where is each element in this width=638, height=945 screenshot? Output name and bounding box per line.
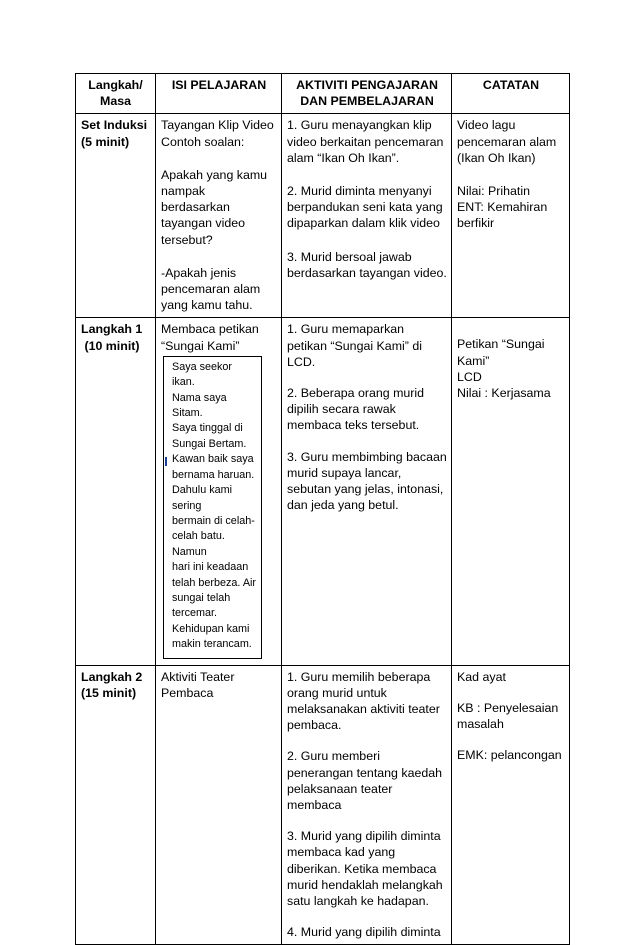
content-cell: Aktiviti Teater Pembaca bbox=[156, 665, 282, 945]
passage-text: Saya seekor ikan. Nama saya Sitam. Saya tinggal di Sungai Bertam. Kawan baik saya bernama haruan. Dahulu kami sering bermain di celah- celah batu. Namun hari ini keadaan telah berbeza. Air sungai telah tercemar. Kehidupan kami makin terancam. bbox=[172, 360, 257, 651]
header-activities: AKTIVITI PENGAJARAN DAN PEMBELAJARAN bbox=[282, 74, 452, 114]
activities-cell: 1. Guru memaparkan petikan “Sungai Kami” di LCD. 2. Beberapa orang murid dipilih secara rawak membaca teks tersebut. 3. Guru membimbing bacaan murid supaya lancar, sebutan yang jelas, intonasi, dan jeda yang betul. bbox=[282, 318, 452, 665]
step-cell: Langkah 2 (15 minit) bbox=[76, 665, 156, 945]
header-step: Langkah/ Masa bbox=[76, 74, 156, 114]
activities-cell: 1. Guru menayangkan klip video berkaitan pencemaran alam “Ikan Oh Ikan”. 2. Murid diminta menyanyi berpandukan seni kata yang dipaparkan dalam klik video 3. Murid bersoal jawab berdasarkan tayangan video. bbox=[282, 114, 452, 318]
passage-box bbox=[163, 356, 262, 659]
table-row bbox=[76, 318, 570, 665]
activities-cell: 1. Guru memilih beberapa orang murid untuk melaksanakan aktiviti teater pembaca. 2. Guru memberi penerangan tentang kaedah pelaksanaan teater membaca 3. Murid yang dipilih diminta membaca kad yang diberikan. Ketika membaca murid hendaklah melangkah satu langkah ke hadapan. 4. Murid yang dipilih diminta bbox=[282, 665, 452, 945]
notes-cell: Video lagu pencemaran alam (Ikan Oh Ikan) Nilai: Prihatin ENT: Kemahiran berfikir bbox=[452, 114, 570, 318]
header-content: ISI PELAJARAN bbox=[156, 74, 282, 114]
table-row bbox=[76, 114, 570, 318]
content-cell: Tayangan Klip Video Contoh soalan: Apakah yang kamu nampak berdasarkan tayangan video tersebut? -Apakah jenis pencemaran alam yang kamu tahu. bbox=[156, 114, 282, 318]
step-cell: Set Induksi (5 minit) bbox=[76, 114, 156, 318]
notes-cell: Kad ayat KB : Penyelesaian masalah EMK: pelancongan bbox=[452, 665, 570, 945]
content-cell: Membaca petikan “Sungai Kami” Saya seekor ikan. Nama saya Sitam. Saya tinggal di Sungai Bertam. Kawan baik saya bernama haruan. Dahulu kami sering bermain di celah- celah batu. Namun hari ini keadaan telah berbeza. Air sungai telah tercemar. Kehidupan kami makin terancam. bbox=[156, 318, 282, 665]
lesson-plan-table bbox=[75, 73, 570, 945]
step-cell: Langkah 1 (10 minit) bbox=[76, 318, 156, 665]
notes-cell: Petikan “Sungai Kami” LCD Nilai : Kerjasama bbox=[452, 318, 570, 665]
header-notes: CATATAN bbox=[452, 74, 570, 114]
cursor-mark bbox=[165, 457, 167, 466]
table-row bbox=[76, 665, 570, 945]
header-row bbox=[76, 74, 570, 114]
